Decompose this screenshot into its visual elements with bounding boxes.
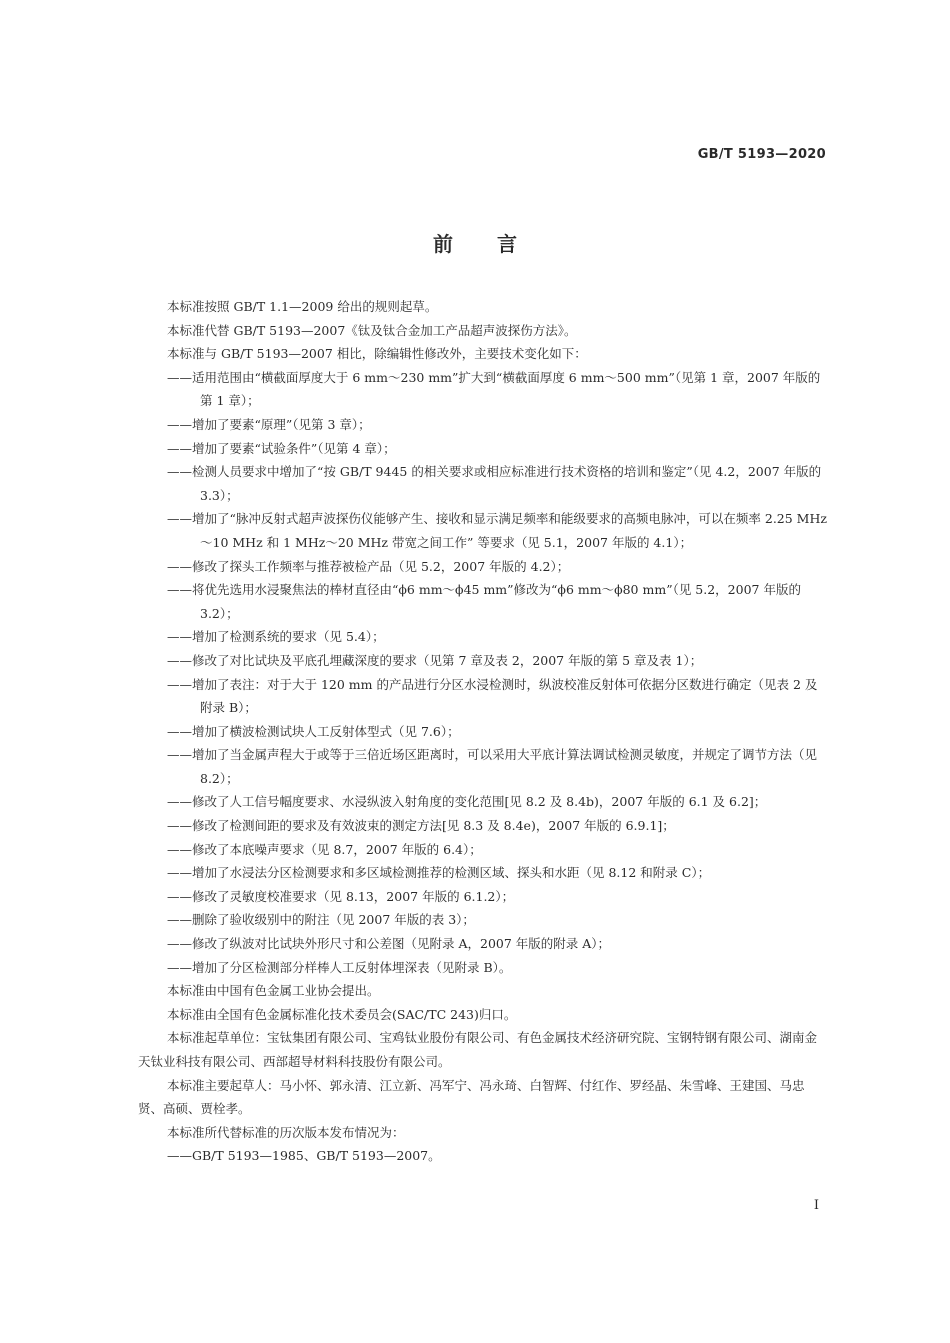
change-item: ——将优先选用水浸聚焦法的棒材直径由“ϕ6 mm～ϕ45 mm”修改为“ϕ6 mm～ϕ80 mm”（见 5.2，2007 年版的 3.2）； [167, 582, 801, 621]
change-item: ——修改了人工信号幅度要求、水浸纵波入射角度的变化范围[见 8.2 及 8.4b)，2007 年版的 6.1 及 6.2]； [167, 794, 767, 810]
change-item: ——增加了“脉冲反射式超声波探伤仪能够产生、接收和显示满足频率和能级要求的高频电脉冲，可以在频率 2.25 MHz～10 MHz 和 1 MHz～20 MHz 带宽之间工作” 等要求（见 5.1，2007 年版的 4.1）； [167, 511, 827, 550]
page-number: I [813, 1198, 819, 1213]
history-item: ——GB/T 5193—1985、GB/T 5193—2007。 [167, 1148, 441, 1164]
change-item: ——修改了探头工作频率与推荐被检产品（见 5.2，2007 年版的 4.2）； [167, 558, 570, 574]
intro-paragraph: 本标准与 GB/T 5193—2007 相比，除编辑性修改外，主要技术变化如下： [167, 346, 587, 362]
change-item: ——修改了本底噪声要求（见 8.7，2007 年版的 6.4）； [167, 841, 482, 857]
closing-paragraph: 本标准由中国有色金属工业协会提出。 [167, 983, 380, 999]
change-item: ——修改了灵敏度校准要求（见 8.13，2007 年版的 6.1.2）； [167, 888, 515, 904]
change-item: ——修改了对比试块及平底孔埋藏深度的要求（见第 7 章及表 2，2007 年版的第 5 章及表 1）； [167, 652, 703, 668]
change-item: ——删除了验收级别中的附注（见 2007 年版的表 3）； [167, 912, 475, 928]
change-item: ——修改了检测间距的要求及有效波束的测定方法[见 8.3 及 8.4e)，2007 年版的 6.9.1]； [167, 818, 675, 834]
change-item: ——修改了纵波对比试块外形尺寸和公差图（见附录 A，2007 年版的附录 A）； [167, 936, 611, 952]
closing-paragraph: 本标准主要起草人：马小怀、郭永清、江立新、冯军宁、冯永琦、白智辉、付红作、罗经晶、朱雪峰、王建国、马忠贤、高硕、贾栓孝。 [138, 1077, 805, 1117]
intro-paragraph: 本标准按照 GB/T 1.1—2009 给出的规则起草。 [167, 299, 438, 314]
change-item: ——增加了横波检测试块人工反射体型式（见 7.6）； [167, 723, 460, 739]
change-item: ——检测人员要求中增加了“按 GB/T 9445 的相关要求或相应标准进行技术资格的培训和鉴定”（见 4.2，2007 年版的 3.3）； [167, 464, 822, 503]
closing-paragraph: 本标准由全国有色金属标准化技术委员会(SAC/TC 243)归口。 [167, 1006, 517, 1022]
change-item: ——增加了检测系统的要求（见 5.4）； [167, 629, 385, 645]
change-item: ——增加了要素“试验条件”（见第 4 章）； [167, 440, 396, 456]
page-title: 前言 [433, 232, 561, 256]
change-item: ——增加了分区检测部分样棒人工反射体埋深表（见附录 B）。 [167, 959, 512, 975]
change-item: ——增加了要素“原理”（见第 3 章）； [167, 416, 371, 432]
foreword-body [138, 295, 828, 1168]
change-item: ——增加了水浸法分区检测要求和多区域检测推荐的检测区域、探头和水距（见 8.12 和附录 C）； [167, 865, 711, 881]
closing-paragraph: 本标准所代替标准的历次版本发布情况为： [167, 1124, 405, 1140]
standard-number: GB/T 5193—2020 [697, 147, 826, 162]
change-item: ——适用范围由“横截面厚度大于 6 mm～230 mm”扩大到“横截面厚度 6 mm～500 mm”（见第 1 章，2007 年版的第 1 章）； [167, 369, 821, 409]
intro-paragraph: 本标准代替 GB/T 5193—2007《钛及钛合金加工产品超声波探伤方法》。 [167, 322, 577, 338]
closing-paragraph: 本标准起草单位：宝钛集团有限公司、宝鸡钛业股份有限公司、有色金属技术经济研究院、宝钢特钢有限公司、湖南金天钛业科技有限公司、西部超导材料科技股份有限公司。 [138, 1030, 818, 1069]
change-item: ——增加了表注：对于大于 120 mm 的产品进行分区水浸检测时，纵波校准反射体可依据分区数进行确定（见表 2 及附录 B）； [167, 676, 818, 716]
change-item: ——增加了当金属声程大于或等于三倍近场区距离时，可以采用大平底计算法调试检测灵敏度，并规定了调节方法（见 8.2）； [167, 747, 818, 786]
